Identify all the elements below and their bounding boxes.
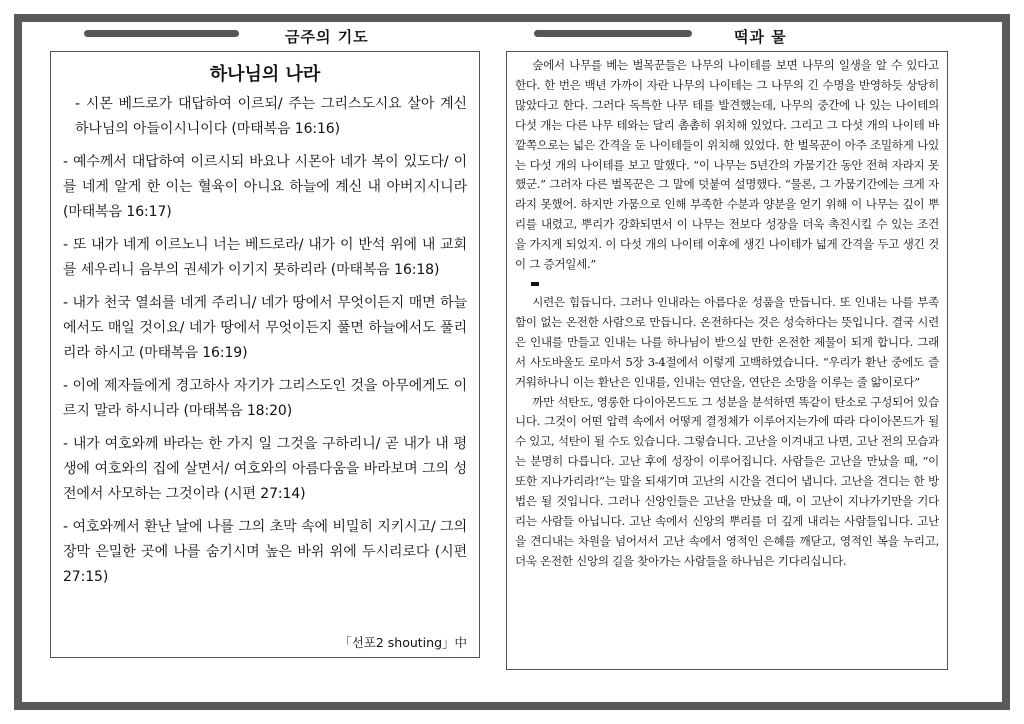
essay-paragraph-1: 숲에서 나무를 베는 벌목꾼들은 나무의 나이테를 보면 나무의 일생을 알 수 있다고 한다. 한 번은 백년 가까이 자란 나무의 나이테는 그 나무의 긴 수명을 반영하듯 상당히 많았다고 한다. 그러다 독특한 나무 테를 발견했는데, 나무의 중간에 나 있는 나이테의 다섯 개는 다른 나무 테와는 달리 촘촘히 위치해 있었다. 그리고 그 다섯 개의 나이테 바깥쪽으로는 넓은 간격을 둔 나이테들이 위치해 있었다. 한 벌목꾼이 아주 조밀하게 나있는 다섯 개의 나이테를 보고 말했다. “이 나무는 5년간의 가뭄기간 동안 전혀 자라지 못했군.” 그러자 다른 벌목꾼은 그 말에 덧붙여 설명했다. “물론, 그 가뭄기간에는 크게 자라지 못했어. 하지만 가뭄으로 인해 부족한 수분과 양분을 얻기 위해 이 나무는 깊이 뿌리를 내렸고, 뿌리가 강화되면서 이 나무는 전보다 성장을 더욱 촉진시킬 수 있는 조건을 가지게 되었지. 이 다섯 개의 나이테 이후에 생긴 나이테가 넓게 간격을 두고 생긴 것이 그 증거일세.”: [515, 58, 939, 272]
prayer-title: 하나님의 나라: [209, 64, 321, 85]
verse-5: - 이에 제자들에게 경고하사 자기가 그리스도인 것을 아무에게도 이르지 말라 하시니라 (마태복음 18:20): [63, 378, 467, 419]
right-header-bar: [534, 30, 692, 37]
essay-paragraph-2: 시련은 힘듭니다. 그러나 인내라는 아름다운 성품을 만듭니다. 또 인내는 나를 부족함이 없는 온전한 사람으로 만듭니다. 온전하다는 것은 성숙하다는 뜻입니다. 결국 시련은 인내를 만들고 인내는 나를 하나님이 받으실 만한 온전한 제물이 되게 합니다. 그래서 사도바울도 로마서 5장 3-4절에서 이렇게 고백하였습니다. “우리가 환난 중에도 즐거워하나니 이는 환난은 인내를, 인내는 연단을, 연단은 소망을 이루는 줄 앎이로다”: [515, 294, 939, 389]
essay-paragraph-3: 까만 석탄도, 영롱한 다이아몬드도 그 성분을 분석하면 똑같이 탄소로 구성되어 있습니다. 그것이 어떤 압력 속에서 어떻게 결정체가 이루어지는가에 따라 다이아몬드가 될 수 있고, 석탄이 될 수도 있습니다. 그렇습니다. 고난을 이겨내고 나면, 고난 전의 모습과는 분명히 다릅니다. 고난 후에 성장이 이루어집니다. 사람들은 고난을 만났을 때, “이 또한 지나가리라!”는 말을 되새기며 고난의 시간을 견디어 냅니다. 고난을 견디는 한 방법은 될 것입니다. 그러나 신앙인들은 고난을 만났을 때, 이 고난이 지나가기만을 기다리는 사람들 아닙니다. 고난 속에서 신앙의 뿌리를 더 깊게 내리는 사람들입니다. 고난을 견디내는 차원을 넘어서서 고난 속에서 영적인 은혜를 깨닫고, 영적인 복을 누리고, 더욱 온전한 신앙의 길을 찾아가는 사람들을 하나님은 기다리십니다.: [515, 394, 939, 568]
verse-7: - 여호와께서 환난 날에 나를 그의 초막 속에 비밀히 지키시고/ 그의 장막 은밀한 곳에 나를 숨기시며 높은 바위 위에 두시리로다 (시편 27:15): [63, 519, 467, 585]
left-header-title: 금주의 기도: [285, 28, 369, 46]
prayer-box: [50, 51, 480, 658]
verse-1: - 시몬 베드로가 대답하여 이르되/ 주는 그리스도시요 살아 계신 하나님의 아들이시니이다 (마태복음 16:16): [75, 96, 467, 137]
right-header-title: 떡과 물: [734, 28, 787, 46]
left-column-header: [0, 26, 512, 46]
verse-4: - 내가 천국 열쇠를 네게 주리니/ 네가 땅에서 무엇이든지 매면 하늘에서도 매일 것이요/ 네가 땅에서 무엇이든지 풀면 하늘에서도 풀리리라 하시고 (마태복음 16:19): [63, 295, 467, 361]
verse-6: - 내가 여호와께 바라는 한 가지 일 그것을 구하리니/ 곧 내가 내 평생에 여호와의 집에 살면서/ 여호와의 아름다움을 바라보며 그의 성전에서 사모하는 그것이라 (시편 27:14): [63, 436, 467, 502]
source-note: 「선포2 shouting」中: [339, 635, 467, 650]
section-marker: [531, 282, 539, 286]
verse-3: - 또 내가 네게 이르노니 너는 베드로라/ 내가 이 반석 위에 내 교회를 세우리니 음부의 권세가 이기지 못하리라 (마태복음 16:18): [63, 237, 467, 278]
left-header-bar: [84, 30, 239, 37]
essay-box: [506, 51, 948, 670]
right-column-header: [512, 26, 1024, 46]
verse-2: - 예수께서 대답하여 이르시되 바요나 시몬아 네가 복이 있도다/ 이를 네게 알게 한 이는 혈육이 아니요 하늘에 계신 내 아버지시니라 (마태복음 16:17): [63, 154, 467, 220]
